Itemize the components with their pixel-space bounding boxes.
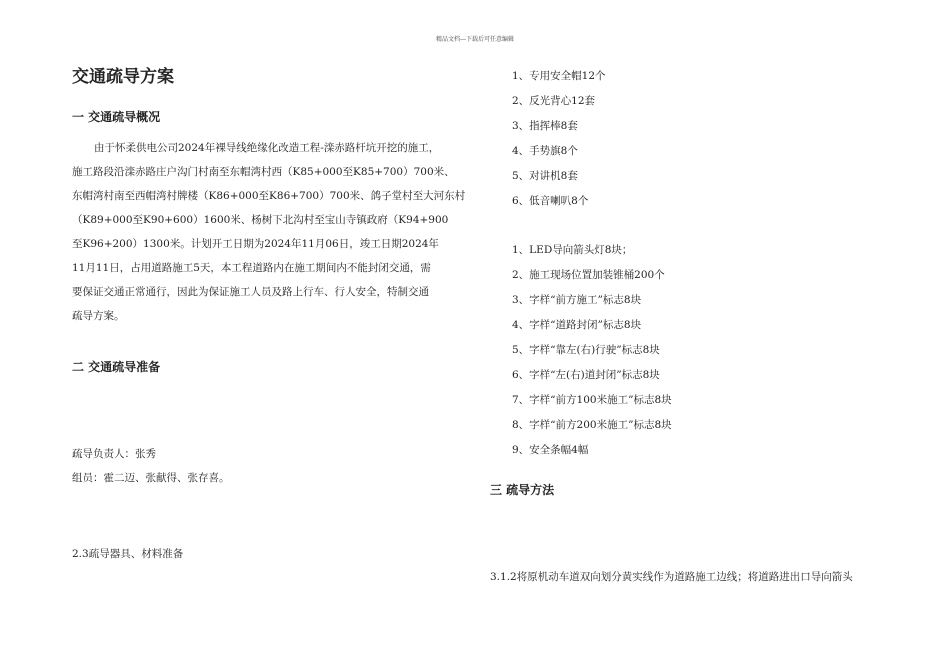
list-item: 5、字样“靠左(右)行驶”标志8块 (512, 344, 660, 356)
section3-text: 3.1.2将原机动车道双向划分黄实线作为道路施工边线；将道路进出口导向箭头 (490, 571, 853, 583)
list-item: 4、手势旗8个 (512, 145, 578, 157)
list-item: 8、字样“前方200米施工”标志8块 (512, 419, 672, 431)
materials-list (490, 242, 920, 457)
members-line: 组员：霍二迈、张献得、张存喜。 (72, 472, 230, 484)
list-item: 4、字样“道路封闭”标志8块 (512, 319, 642, 331)
list-item: 2、反光背心12套 (512, 95, 596, 107)
body-line: 11月11日，占用道路施工5天，本工程道路内在施工期间内不能封闭交通，需 (72, 262, 431, 274)
leader-line: 疏导负责人：张秀 (72, 448, 156, 460)
list-item: 1、专用安全帽12个 (512, 70, 606, 82)
body-line: 施工路段沿滦赤路庄户沟门村南至东帽湾村西（K85+000至K85+700）700米、 (72, 166, 455, 178)
section2-heading: 二 交通疏导准备 (72, 360, 161, 374)
equipment-list (490, 68, 920, 208)
list-item: 7、字样“前方100米施工”标志8块 (512, 394, 672, 406)
body-line: 疏导方案。 (72, 310, 125, 322)
section1-heading: 一 交通疏导概况 (72, 110, 161, 124)
body-line: 要保证交通正常通行，因此为保证施工人员及路上行车、行人安全，特制交通 (72, 286, 429, 298)
body-line: 至K96+200）1300米。计划开工日期为2024年11月06日，竣工日期2024年 (72, 238, 439, 250)
list-item: 6、低音喇叭8个 (512, 195, 589, 207)
body-line: （K89+000至K90+600）1600米、杨树下北沟村至宝山寺镇政府（K94+900 (72, 214, 449, 226)
doc-title: 交通疏导方案 (72, 67, 174, 87)
page-header: 精品文档---下载后可任意编辑 (435, 36, 515, 43)
section3-heading: 三 疏导方法 (490, 483, 555, 497)
body-line: 由于怀柔供电公司2024年裸导线绝缘化改造工程-滦赤路杆坑开挖的施工， (94, 142, 440, 154)
list-item: 9、安全条幅4幅 (512, 444, 589, 456)
list-item: 3、指挥棒8套 (512, 120, 578, 132)
list-item: 2、施工现场位置加装锥桶200个 (512, 269, 665, 281)
list-item: 5、对讲机8套 (512, 170, 578, 182)
list-item: 3、字样“前方施工”标志8块 (512, 294, 642, 306)
list-item: 6、字样“左(右)道封闭”标志8块 (512, 369, 660, 381)
subheading-equipment: 2.3疏导器具、材料准备 (72, 548, 184, 560)
list-item: 1、LED导向箭头灯8块； (512, 244, 633, 256)
body-line: 东帽湾村南至西帽湾村牌楼（K86+000至K86+700）700米、鸽子堂村至大河东村 (72, 190, 466, 202)
